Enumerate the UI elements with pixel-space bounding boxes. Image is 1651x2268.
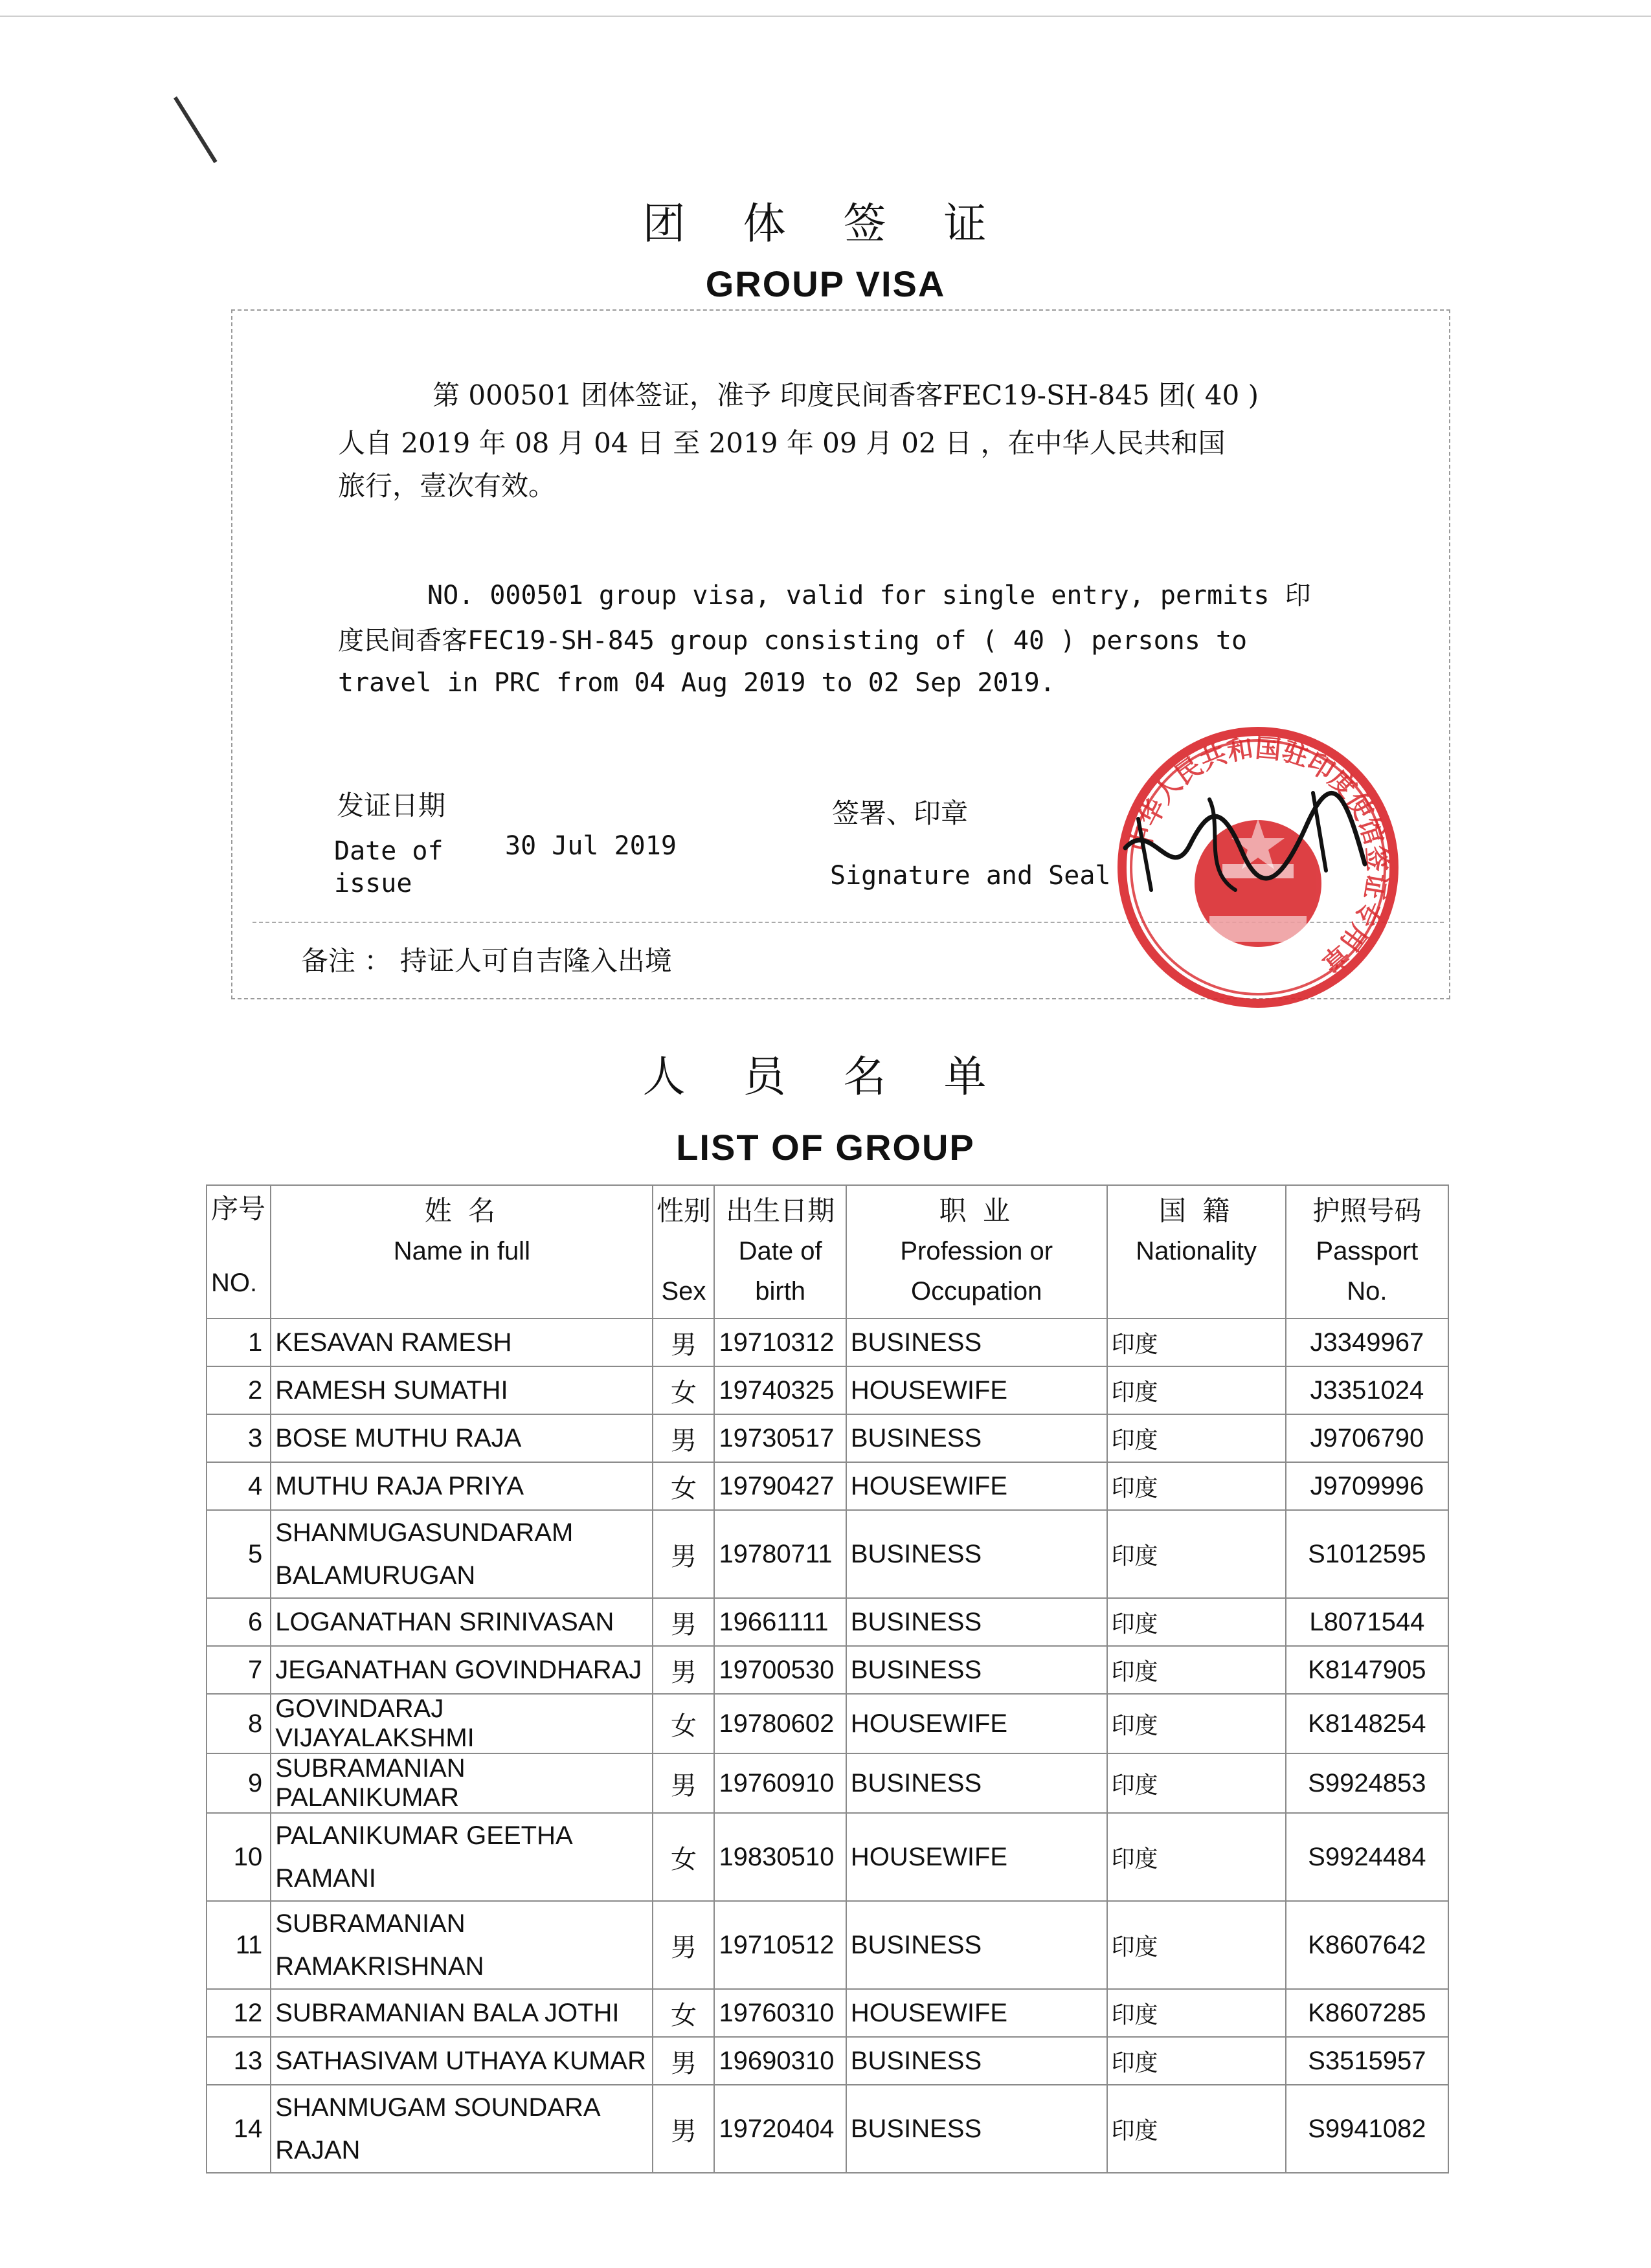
row-sex: 男 [653, 1646, 714, 1694]
row-name-line-1: PALANIKUMAR GEETHA [275, 1821, 573, 1850]
row-profession: HOUSEWIFE [846, 1462, 1107, 1510]
header-dob [714, 1185, 846, 1318]
row-name [271, 1598, 653, 1646]
header-name-cn: 姓 名 [424, 1195, 500, 1227]
table-row [207, 2085, 1448, 2173]
row-passport: S1012595 [1286, 1510, 1448, 1598]
row-dob: 19720404 [714, 2085, 846, 2173]
row-name-line-2: RAMANI [275, 1864, 376, 1893]
row-passport: K8607642 [1286, 1901, 1448, 1989]
row-sex: 男 [653, 2085, 714, 2173]
header-name-en: Name in full [393, 1237, 530, 1265]
header-dob-en-2: birth [755, 1277, 806, 1306]
row-dob: 19790427 [714, 1462, 846, 1510]
header-passport [1286, 1185, 1448, 1318]
row-profession: HOUSEWIFE [846, 1694, 1107, 1753]
table-header-row [207, 1185, 1448, 1318]
table-row [207, 1414, 1448, 1462]
row-name-line-1: KESAVAN RAMESH [275, 1328, 512, 1357]
visa-cn-line-2: 人自 2019 年 08 月 04 日 至 2019 年 09 月 02 日 ，在中华人民共和国 [338, 427, 1226, 459]
row-name [271, 1318, 653, 1366]
row-name [271, 1414, 653, 1462]
row-dob: 19730517 [714, 1414, 846, 1462]
row-nationality: 印度 [1107, 2085, 1286, 2173]
row-passport: S9941082 [1286, 2085, 1448, 2173]
row-nationality: 印度 [1107, 2037, 1286, 2085]
visa-en-line-2: 度民间香客FEC19-SH-845 group consisting of ( 40 ) persons to [338, 626, 1248, 656]
row-profession: BUSINESS [846, 1510, 1107, 1598]
row-name-line-1: LOGANATHAN SRINIVASAN [275, 1607, 614, 1636]
row-name-line-1: MUTHU RAJA PRIYA [275, 1471, 524, 1500]
header-prof-en-2: Occupation [911, 1277, 1042, 1306]
row-passport: S3515957 [1286, 2037, 1448, 2085]
issue-label-en-1: Date of [334, 836, 444, 866]
row-name-line-1: SHANMUGAM SOUNDARA [275, 2093, 601, 2122]
row-no: 2 [207, 1366, 271, 1414]
row-no: 5 [207, 1510, 271, 1598]
row-profession: HOUSEWIFE [846, 1813, 1107, 1901]
row-profession: BUSINESS [846, 2037, 1107, 2085]
row-sex: 女 [653, 1989, 714, 2037]
scan-edge-line [0, 16, 1651, 17]
row-nationality: 印度 [1107, 1366, 1286, 1414]
row-no: 4 [207, 1462, 271, 1510]
row-no: 11 [207, 1901, 271, 1989]
row-no: 6 [207, 1598, 271, 1646]
header-sex-cn: 性别 [656, 1195, 711, 1227]
row-name-line-1: RAMESH SUMATHI [275, 1375, 508, 1405]
table-row [207, 1694, 1448, 1753]
seal-text: 中华人民共和国驻印度使馆签证专用章 [1125, 733, 1392, 978]
row-nationality: 印度 [1107, 1598, 1286, 1646]
row-no: 1 [207, 1318, 271, 1366]
row-profession: BUSINESS [846, 1646, 1107, 1694]
row-nationality: 印度 [1107, 1989, 1286, 2037]
row-dob: 19760310 [714, 1989, 846, 2037]
row-name-line-2: RAJAN [275, 2136, 361, 2164]
visa-title-cn: 团 体 签 证 [642, 199, 1009, 249]
row-passport: J9706790 [1286, 1414, 1448, 1462]
row-sex: 男 [653, 2037, 714, 2085]
row-dob: 19760910 [714, 1753, 846, 1813]
row-dob: 19830510 [714, 1813, 846, 1901]
table-row [207, 1510, 1448, 1598]
header-nat-cn: 国 籍 [1158, 1195, 1234, 1227]
row-dob: 19710312 [714, 1318, 846, 1366]
row-passport: S9924853 [1286, 1753, 1448, 1813]
row-nationality: 印度 [1107, 1753, 1286, 1813]
header-no [207, 1185, 271, 1318]
row-name-line-1: SUBRAMANIAN [275, 1909, 466, 1938]
issue-label-en-2: issue [334, 869, 412, 898]
row-passport: J9709996 [1286, 1462, 1448, 1510]
issue-date: 30 Jul 2019 [505, 831, 677, 861]
header-pp-cn: 护照号码 [1312, 1195, 1422, 1227]
visa-remark: 备注 ： 持证人可自吉隆入出境 [301, 945, 672, 977]
row-sex: 女 [653, 1813, 714, 1901]
header-nationality [1107, 1185, 1286, 1318]
row-sex: 男 [653, 1598, 714, 1646]
row-dob: 19780711 [714, 1510, 846, 1598]
row-name-line-1: JEGANATHAN GOVINDHARAJ [275, 1655, 642, 1684]
table-row [207, 1989, 1448, 2037]
sign-label-cn: 签署、印章 [832, 797, 969, 829]
row-name [271, 1901, 653, 1989]
row-passport: S9924484 [1286, 1813, 1448, 1901]
row-name-line-2: BALAMURUGAN [275, 1561, 476, 1590]
row-dob: 19740325 [714, 1366, 846, 1414]
row-name [271, 2037, 653, 2085]
row-sex: 男 [653, 1510, 714, 1598]
row-no: 12 [207, 1989, 271, 2037]
header-pp-en-2: No. [1347, 1277, 1387, 1306]
row-no: 13 [207, 2037, 271, 2085]
row-name [271, 1753, 653, 1813]
visa-cn-line-3: 旅行，壹次有效。 [338, 470, 556, 502]
header-nat-en: Nationality [1136, 1237, 1257, 1265]
row-nationality: 印度 [1107, 1901, 1286, 1989]
list-title-cn: 人 员 名 单 [642, 1052, 1009, 1102]
header-sex [653, 1185, 714, 1318]
row-profession: BUSINESS [846, 1414, 1107, 1462]
header-prof-cn: 职 业 [939, 1195, 1014, 1227]
table-row [207, 1813, 1448, 1901]
row-nationality: 印度 [1107, 1318, 1286, 1366]
table-row [207, 1318, 1448, 1366]
header-prof-en-1: Profession or [900, 1237, 1053, 1265]
row-name-line-1: SATHASIVAM UTHAYA KUMAR [275, 2046, 646, 2075]
row-dob: 19700530 [714, 1646, 846, 1694]
header-pp-en-1: Passport [1316, 1237, 1419, 1265]
row-name-line-1: SUBRAMANIAN PALANIKUMAR [275, 1754, 466, 1812]
row-nationality: 印度 [1107, 1813, 1286, 1901]
row-name-line-1: SUBRAMANIAN BALA JOTHI [275, 1998, 620, 2027]
row-sex: 女 [653, 1462, 714, 1510]
row-name-line-1: GOVINDARAJ VIJAYALAKSHMI [275, 1695, 475, 1752]
row-name [271, 1510, 653, 1598]
row-name-line-1: SHANMUGASUNDARAM [275, 1518, 574, 1547]
row-sex: 女 [653, 1694, 714, 1753]
row-nationality: 印度 [1107, 1646, 1286, 1694]
row-passport: K8147905 [1286, 1646, 1448, 1694]
row-nationality: 印度 [1107, 1510, 1286, 1598]
row-dob: 19710512 [714, 1901, 846, 1989]
row-name [271, 1813, 653, 1901]
row-sex: 男 [653, 1753, 714, 1813]
visa-en-line-3: travel in PRC from 04 Aug 2019 to 02 Sep 2019. [338, 668, 1055, 698]
row-no: 10 [207, 1813, 271, 1901]
header-profession [846, 1185, 1107, 1318]
sign-label-en: Signature and Seal [830, 861, 1111, 891]
row-passport: J3351024 [1286, 1366, 1448, 1414]
row-dob: 19661111 [714, 1598, 846, 1646]
row-name [271, 1366, 653, 1414]
row-name-line-1: BOSE MUTHU RAJA [275, 1423, 522, 1452]
table-row [207, 1598, 1448, 1646]
header-name [271, 1185, 653, 1318]
row-nationality: 印度 [1107, 1414, 1286, 1462]
row-no: 8 [207, 1694, 271, 1753]
visa-title-en: GROUP VISA [705, 263, 946, 304]
row-dob: 19780602 [714, 1694, 846, 1753]
table-row [207, 1901, 1448, 1989]
row-passport: L8071544 [1286, 1598, 1448, 1646]
row-no: 7 [207, 1646, 271, 1694]
list-title-en: LIST OF GROUP [676, 1127, 975, 1168]
row-sex: 女 [653, 1366, 714, 1414]
embassy-seal-stamp [1112, 722, 1404, 1013]
header-no-cn: 序号 [211, 1193, 266, 1225]
table-row [207, 1366, 1448, 1414]
row-passport: J3349967 [1286, 1318, 1448, 1366]
row-no: 14 [207, 2085, 271, 2173]
issue-label-cn: 发证日期 [337, 790, 446, 821]
row-name [271, 1646, 653, 1694]
table-row [207, 1753, 1448, 1813]
visa-cn-line-1: 第 000501 团体签证，准予 印度民间香客FEC19-SH-845 团( 40 ) [432, 379, 1259, 411]
group-list-table [206, 1184, 1449, 2174]
row-no: 3 [207, 1414, 271, 1462]
visa-en-line-1: NO. 000501 group visa, valid for single entry, permits 印 [427, 581, 1311, 610]
row-profession: BUSINESS [846, 2085, 1107, 2173]
row-name [271, 1989, 653, 2037]
row-nationality: 印度 [1107, 1694, 1286, 1753]
row-name [271, 1462, 653, 1510]
row-dob: 19690310 [714, 2037, 846, 2085]
header-no-en: NO. [211, 1269, 258, 1297]
row-profession: BUSINESS [846, 1598, 1107, 1646]
row-name [271, 1694, 653, 1753]
header-dob-en-1: Date of [738, 1237, 822, 1265]
row-profession: BUSINESS [846, 1753, 1107, 1813]
row-passport: K8607285 [1286, 1989, 1448, 2037]
row-name [271, 2085, 653, 2173]
table-row [207, 1462, 1448, 1510]
row-profession: HOUSEWIFE [846, 1989, 1107, 2037]
row-no: 9 [207, 1753, 271, 1813]
row-profession: BUSINESS [846, 1901, 1107, 1989]
header-sex-en: Sex [661, 1277, 706, 1306]
row-name-line-2: RAMAKRISHNAN [275, 1952, 484, 1981]
row-profession: BUSINESS [846, 1318, 1107, 1366]
row-sex: 男 [653, 1901, 714, 1989]
row-profession: HOUSEWIFE [846, 1366, 1107, 1414]
table-row [207, 2037, 1448, 2085]
header-dob-cn: 出生日期 [726, 1195, 835, 1227]
row-sex: 男 [653, 1318, 714, 1366]
stray-pen-mark [174, 96, 218, 163]
row-passport: K8148254 [1286, 1694, 1448, 1753]
row-sex: 男 [653, 1414, 714, 1462]
table-row [207, 1646, 1448, 1694]
row-nationality: 印度 [1107, 1462, 1286, 1510]
